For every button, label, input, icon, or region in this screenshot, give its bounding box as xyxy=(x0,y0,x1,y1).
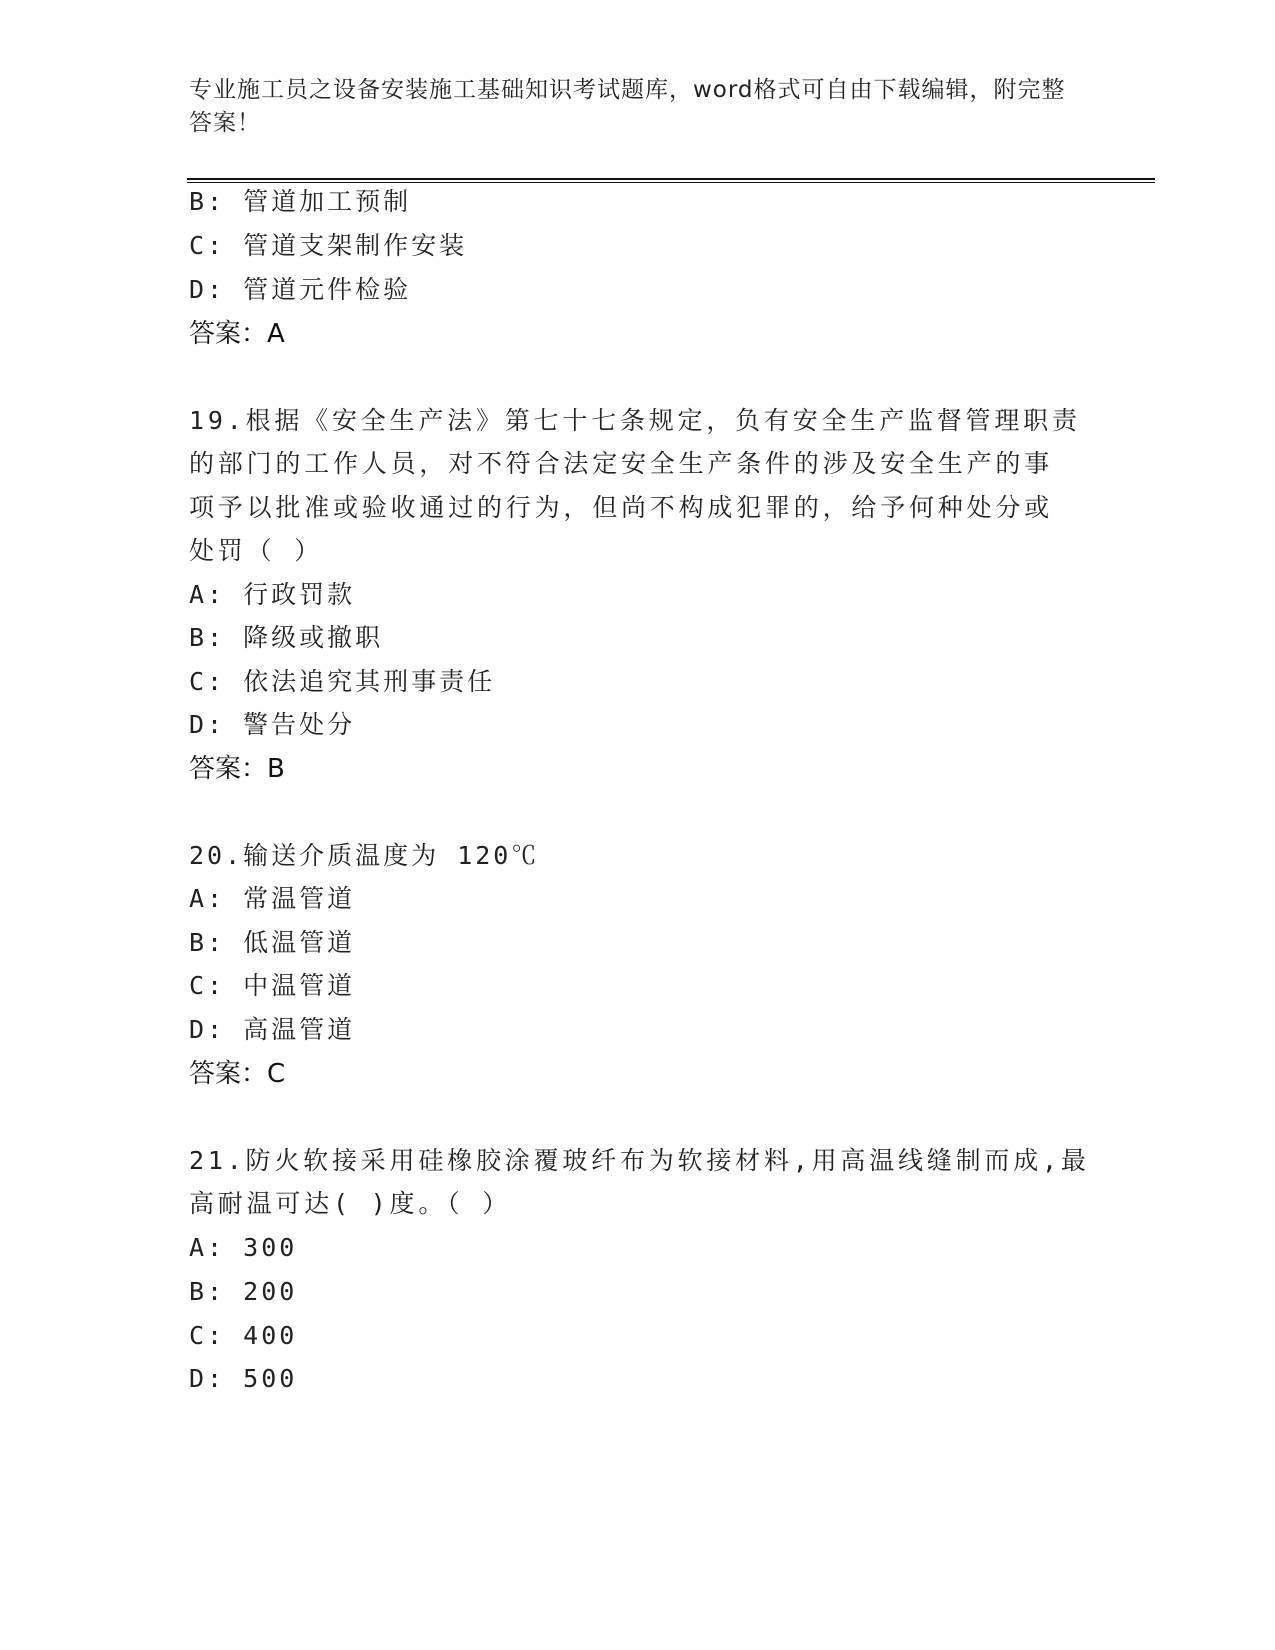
q18-answer: 答案：A xyxy=(189,319,285,349)
q19-stem-line-2: 的部门的工作人员，对不符合法定安全生产条件的涉及安全生产的事 xyxy=(189,449,1054,478)
q19-stem-line-4: 处罚（ ） xyxy=(189,536,324,565)
q18-option-c: C: 管道支架制作安装 xyxy=(189,231,468,260)
q20-option-d: D: 高温管道 xyxy=(189,1015,356,1044)
q20-option-c: C: 中温管道 xyxy=(189,971,356,1000)
q19-option-b: B: 降级或撤职 xyxy=(189,623,384,652)
header-divider-thin xyxy=(187,182,1155,183)
q21-option-d: D: 500 xyxy=(189,1364,298,1393)
q18-option-d: D: 管道元件检验 xyxy=(189,275,412,304)
q21-option-a: A: 300 xyxy=(189,1233,298,1262)
q19-answer: 答案：B xyxy=(189,754,285,784)
q19-option-a: A: 行政罚款 xyxy=(189,580,356,609)
q21-stem-line-1: 21.防火软接采用硅橡胶涂覆玻纤布为软接材料,用高温线缝制而成,最 xyxy=(189,1146,1090,1175)
q18-option-b: B: 管道加工预制 xyxy=(189,187,412,216)
q21-option-b: B: 200 xyxy=(189,1277,298,1306)
header-divider xyxy=(187,178,1155,180)
document-header: 专业施工员之设备安装施工基础知识考试题库，word格式可自由下载编辑，附完整答案！ xyxy=(189,77,1066,136)
q21-stem-line-2: 高耐温可达( )度。（ ） xyxy=(189,1189,512,1218)
q20-answer: 答案：C xyxy=(189,1059,286,1089)
q20-option-b: B: 低温管道 xyxy=(189,928,356,957)
q19-option-d: D: 警告处分 xyxy=(189,710,356,739)
q19-stem-line-3: 项予以批准或验收通过的行为，但尚不构成犯罪的，给予何种处分或 xyxy=(189,493,1054,522)
q20-stem: 20.输送介质温度为 120℃ xyxy=(189,841,540,870)
q20-option-a: A: 常温管道 xyxy=(189,884,356,913)
q21-option-c: C: 400 xyxy=(189,1321,298,1350)
q19-stem-line-1: 19.根据《安全生产法》第七十七条规定，负有安全生产监督管理职责 xyxy=(189,406,1081,435)
q19-option-c: C: 依法追究其刑事责任 xyxy=(189,667,496,696)
